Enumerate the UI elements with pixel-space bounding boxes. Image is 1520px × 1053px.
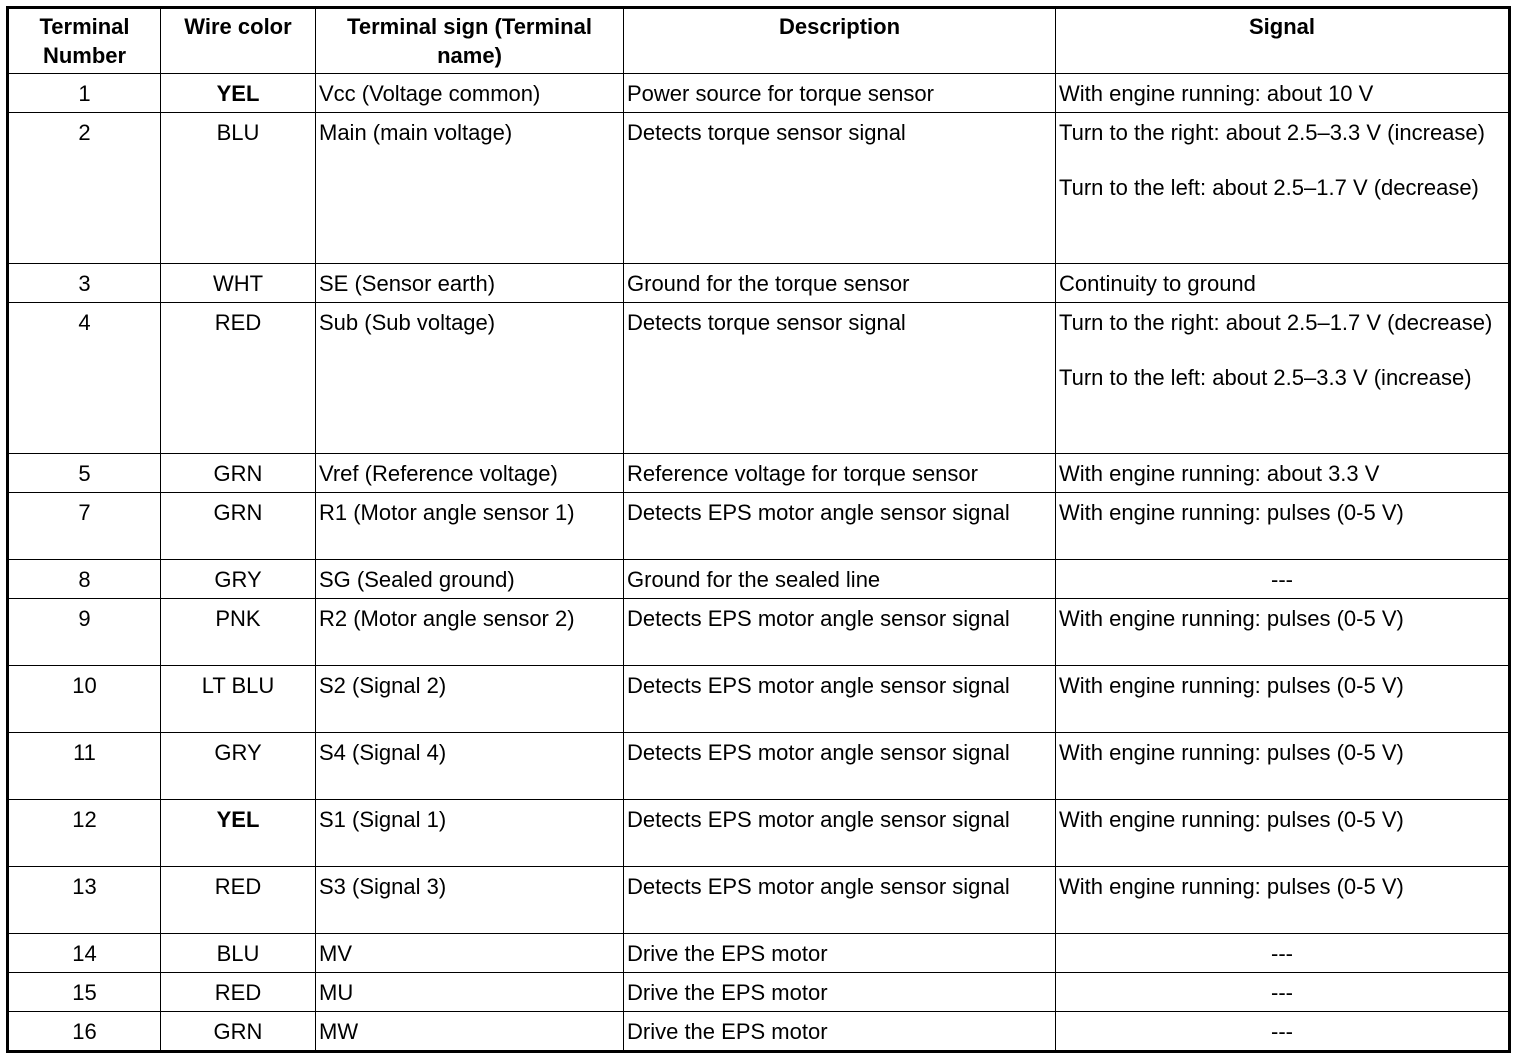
signal-cell xyxy=(1056,303,1510,454)
table-row xyxy=(8,973,1510,1012)
header-signal: Signal xyxy=(1056,8,1510,74)
table-row xyxy=(8,666,1510,733)
terminal-sign-cell: Vcc (Voltage common) xyxy=(316,74,624,113)
wire-color-cell: RED xyxy=(161,973,316,1012)
terminal-sign-cell: Vref (Reference voltage) xyxy=(316,454,624,493)
signal-text: With engine running: pulses (0-5 V) xyxy=(1059,673,1404,698)
wire-color-cell: WHT xyxy=(161,264,316,303)
description-cell: Detects EPS motor angle sensor signal xyxy=(624,867,1056,934)
wire-color-cell: GRN xyxy=(161,1012,316,1052)
signal-cell xyxy=(1056,800,1510,867)
signal-cell xyxy=(1056,264,1510,303)
signal-text: --- xyxy=(1271,980,1293,1005)
wire-color-cell: BLU xyxy=(161,934,316,973)
signal-text: With engine running: pulses (0-5 V) xyxy=(1059,874,1404,899)
wire-color-cell: YEL xyxy=(161,800,316,867)
terminal-number-cell: 9 xyxy=(8,599,161,666)
signal-text: Turn to the left: about 2.5–3.3 V (increase) xyxy=(1059,365,1472,390)
signal-cell xyxy=(1056,934,1510,973)
signal-text: Turn to the right: about 2.5–1.7 V (decrease) xyxy=(1059,310,1493,335)
signal-cell xyxy=(1056,454,1510,493)
signal-cell xyxy=(1056,1012,1510,1052)
signal-text: --- xyxy=(1271,1019,1293,1044)
signal-cell xyxy=(1056,599,1510,666)
table-row xyxy=(8,493,1510,560)
terminal-sign-cell: S3 (Signal 3) xyxy=(316,867,624,934)
table-body xyxy=(8,74,1510,1052)
table-row xyxy=(8,934,1510,973)
terminal-number-cell: 2 xyxy=(8,113,161,264)
header-description: Description xyxy=(624,8,1056,74)
terminal-number-cell: 13 xyxy=(8,867,161,934)
signal-text: With engine running: about 3.3 V xyxy=(1059,461,1380,486)
description-cell: Detects torque sensor signal xyxy=(624,113,1056,264)
table-row xyxy=(8,454,1510,493)
table-row xyxy=(8,1012,1510,1052)
terminal-number-cell: 4 xyxy=(8,303,161,454)
table-row xyxy=(8,113,1510,264)
table-row xyxy=(8,800,1510,867)
table-row xyxy=(8,303,1510,454)
description-cell: Drive the EPS motor xyxy=(624,1012,1056,1052)
signal-cell xyxy=(1056,113,1510,264)
terminal-number-cell: 12 xyxy=(8,800,161,867)
table-row xyxy=(8,733,1510,800)
wire-color-cell: GRN xyxy=(161,454,316,493)
description-cell: Ground for the sealed line xyxy=(624,560,1056,599)
terminal-number-cell: 5 xyxy=(8,454,161,493)
signal-text: With engine running: pulses (0-5 V) xyxy=(1059,500,1404,525)
terminal-number-cell: 3 xyxy=(8,264,161,303)
header-terminal-number: Terminal Number xyxy=(8,8,161,74)
wire-color-cell: PNK xyxy=(161,599,316,666)
table-row xyxy=(8,599,1510,666)
terminal-sign-cell: Main (main voltage) xyxy=(316,113,624,264)
wire-color-cell: BLU xyxy=(161,113,316,264)
wire-color-cell: YEL xyxy=(161,74,316,113)
wire-color-cell: RED xyxy=(161,867,316,934)
signal-cell xyxy=(1056,973,1510,1012)
header-terminal-sign: Terminal sign (Terminal name) xyxy=(316,8,624,74)
terminal-number-cell: 15 xyxy=(8,973,161,1012)
wire-color-cell: LT BLU xyxy=(161,666,316,733)
terminal-sign-cell: R2 (Motor angle sensor 2) xyxy=(316,599,624,666)
terminal-number-cell: 16 xyxy=(8,1012,161,1052)
table-row xyxy=(8,560,1510,599)
description-cell: Drive the EPS motor xyxy=(624,934,1056,973)
signal-text: With engine running: pulses (0-5 V) xyxy=(1059,807,1404,832)
terminal-sign-cell: S2 (Signal 2) xyxy=(316,666,624,733)
terminal-sign-cell: R1 (Motor angle sensor 1) xyxy=(316,493,624,560)
signal-text: --- xyxy=(1271,941,1293,966)
terminal-sign-cell: S1 (Signal 1) xyxy=(316,800,624,867)
header-row xyxy=(8,8,1510,74)
header-wire-color: Wire color xyxy=(161,8,316,74)
terminal-number-cell: 14 xyxy=(8,934,161,973)
table-row xyxy=(8,264,1510,303)
terminal-sign-cell: S4 (Signal 4) xyxy=(316,733,624,800)
signal-text: --- xyxy=(1271,567,1293,592)
terminal-number-cell: 7 xyxy=(8,493,161,560)
terminal-number-cell: 11 xyxy=(8,733,161,800)
terminal-sign-cell: Sub (Sub voltage) xyxy=(316,303,624,454)
terminal-sign-cell: MW xyxy=(316,1012,624,1052)
description-cell: Detects EPS motor angle sensor signal xyxy=(624,493,1056,560)
table-row xyxy=(8,74,1510,113)
description-cell: Detects torque sensor signal xyxy=(624,303,1056,454)
description-cell: Detects EPS motor angle sensor signal xyxy=(624,800,1056,867)
description-cell: Drive the EPS motor xyxy=(624,973,1056,1012)
signal-text: Turn to the right: about 2.5–3.3 V (increase) xyxy=(1059,120,1485,145)
terminal-sign-cell: SG (Sealed ground) xyxy=(316,560,624,599)
description-cell: Detects EPS motor angle sensor signal xyxy=(624,666,1056,733)
signal-text: Continuity to ground xyxy=(1059,271,1256,296)
signal-cell xyxy=(1056,867,1510,934)
terminal-table xyxy=(6,6,1511,1053)
description-cell: Reference voltage for torque sensor xyxy=(624,454,1056,493)
signal-text: With engine running: about 10 V xyxy=(1059,81,1374,106)
table-row xyxy=(8,867,1510,934)
terminal-number-cell: 10 xyxy=(8,666,161,733)
wire-color-cell: RED xyxy=(161,303,316,454)
signal-text: With engine running: pulses (0-5 V) xyxy=(1059,740,1404,765)
signal-cell xyxy=(1056,493,1510,560)
terminal-sign-cell: MV xyxy=(316,934,624,973)
terminal-sign-cell: SE (Sensor earth) xyxy=(316,264,624,303)
signal-text: With engine running: pulses (0-5 V) xyxy=(1059,606,1404,631)
signal-cell xyxy=(1056,560,1510,599)
description-cell: Detects EPS motor angle sensor signal xyxy=(624,733,1056,800)
description-cell: Detects EPS motor angle sensor signal xyxy=(624,599,1056,666)
terminal-sign-cell: MU xyxy=(316,973,624,1012)
wire-color-cell: GRY xyxy=(161,560,316,599)
description-cell: Ground for the torque sensor xyxy=(624,264,1056,303)
signal-cell xyxy=(1056,666,1510,733)
terminal-number-cell: 8 xyxy=(8,560,161,599)
signal-text: Turn to the left: about 2.5–1.7 V (decrease) xyxy=(1059,175,1479,200)
terminal-number-cell: 1 xyxy=(8,74,161,113)
signal-cell xyxy=(1056,74,1510,113)
wire-color-cell: GRY xyxy=(161,733,316,800)
description-cell: Power source for torque sensor xyxy=(624,74,1056,113)
signal-cell xyxy=(1056,733,1510,800)
wire-color-cell: GRN xyxy=(161,493,316,560)
